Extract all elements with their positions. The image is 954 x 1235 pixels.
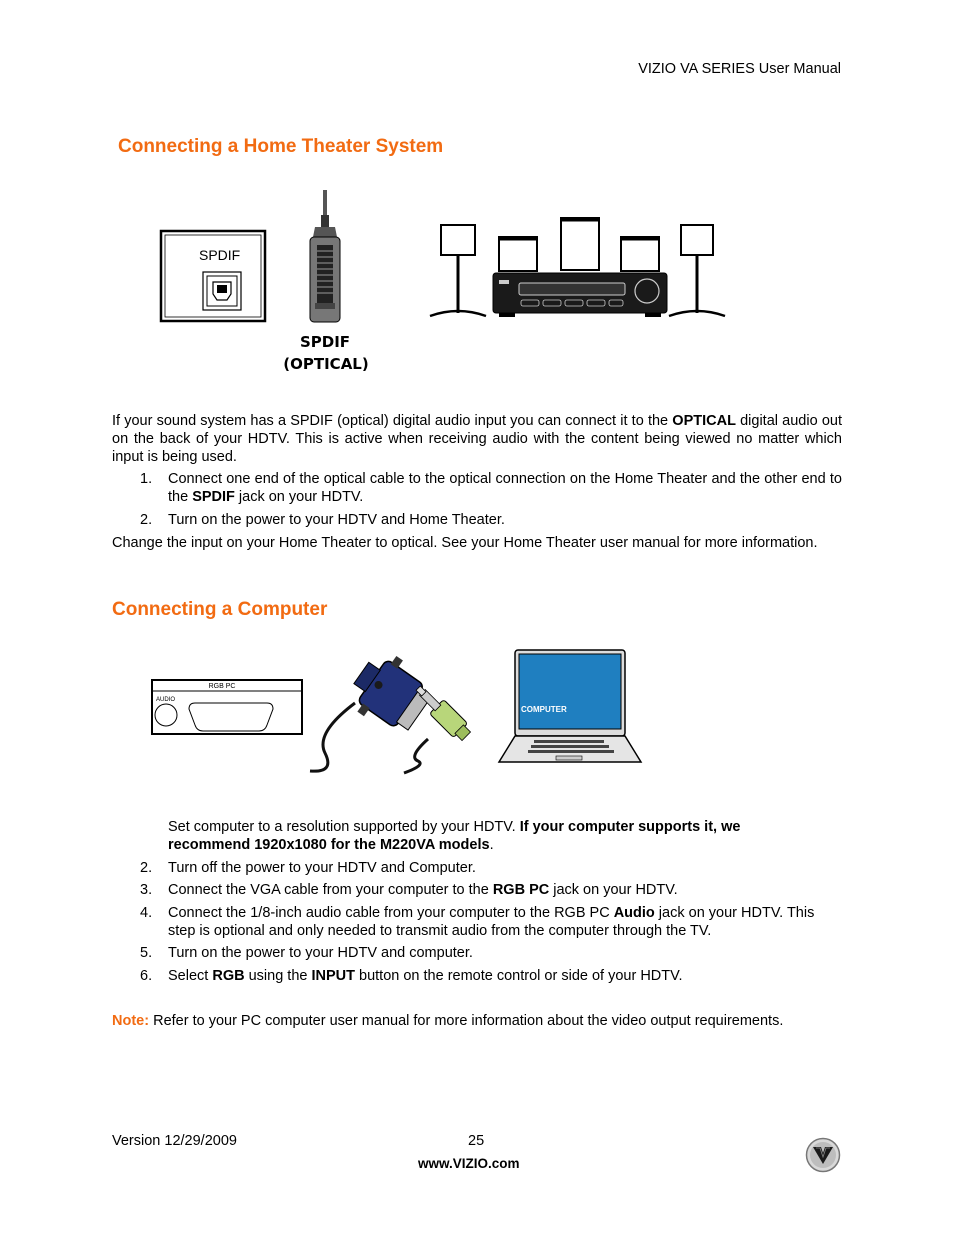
list-item-number: 4. [140, 905, 153, 921]
optical-cable-icon [310, 190, 340, 322]
footer-version: Version 12/29/2009 [112, 1133, 237, 1149]
laptop-icon [499, 650, 641, 762]
home-theater-figure [155, 185, 735, 385]
list-item-number: 6. [140, 968, 153, 984]
rgb-pc-label: RGB PC [208, 683, 236, 690]
list-item-number: 1. [140, 471, 153, 487]
cable-label-line1: SPDIF [299, 333, 351, 351]
list-item-text: Set computer to a resolution supported by your HDTV. If your computer supports it, we recommend 1920x1080 for the M220VA models. [168, 819, 741, 853]
header-title: VIZIO VA SERIES User Manual [638, 61, 841, 77]
list-item-text: Turn on the power to your HDTV and Home Theater. [168, 512, 505, 528]
list-item-text: Connect the VGA cable from your computer to the RGB PC jack on your HDTV. [168, 882, 678, 898]
note-label: Note: [112, 1013, 150, 1029]
list-item-text: Select RGB using the INPUT button on the remote control or side of your HDTV. [168, 968, 683, 984]
laptop-screen-label: COMPUTER [521, 705, 567, 714]
list-item-text: Connect one end of the optical cable to the optical connection on the Home Theater and the other end to the SPDIF jack on your HDTV. [168, 471, 842, 505]
vga-cable-icon [310, 645, 439, 771]
section-heading-computer: Connecting a Computer [112, 599, 328, 620]
intro-text-post: digital audio out on the back of your HDTV. This is active when receiving audio with the content being viewed no matter which input is being used. [112, 413, 842, 465]
list-item-number: 3. [140, 882, 153, 898]
rgb-pc-panel-icon [152, 680, 302, 734]
list-item-text: Turn off the power to your HDTV and Computer. [168, 860, 476, 876]
cable-label-line2: (OPTICAL) [283, 355, 369, 373]
vizio-logo-icon [805, 1137, 841, 1178]
note [112, 1012, 852, 1030]
list-item-text: Turn on the power to your HDTV and computer. [168, 945, 473, 961]
note-text: Refer to your PC computer user manual for more information about the video output requirements. [149, 1013, 784, 1029]
audio-label: AUDIO [156, 697, 176, 703]
intro-text-bold: OPTICAL [672, 413, 736, 429]
spdif-port-label: SPDIF [199, 247, 241, 263]
computer-figure [150, 645, 650, 775]
footer-website: www.VIZIO.com [418, 1156, 520, 1171]
intro-text-pre: If your sound system has a SPDIF (optical) digital audio input you can connect it to the [112, 413, 673, 429]
footer-page-number: 25 [468, 1133, 485, 1149]
list-item-text: Connect the 1/8-inch audio cable from your computer to the RGB PC Audio jack on your HDTV. This step is optional and only needed to transmit audio from the computer through the TV. [168, 905, 815, 939]
list-item-number: 5. [140, 945, 153, 961]
spdif-port-icon [161, 231, 265, 321]
home-theater-closing: Change the input on your Home Theater to optical. See your Home Theater user manual for more information. [112, 535, 818, 551]
home-theater-intro [112, 412, 842, 466]
home-theater-system-icon [430, 218, 725, 317]
section-heading-home-theater: Connecting a Home Theater System [118, 136, 444, 157]
list-item-number: 2. [140, 860, 153, 876]
list-item-number: 2. [140, 512, 153, 528]
